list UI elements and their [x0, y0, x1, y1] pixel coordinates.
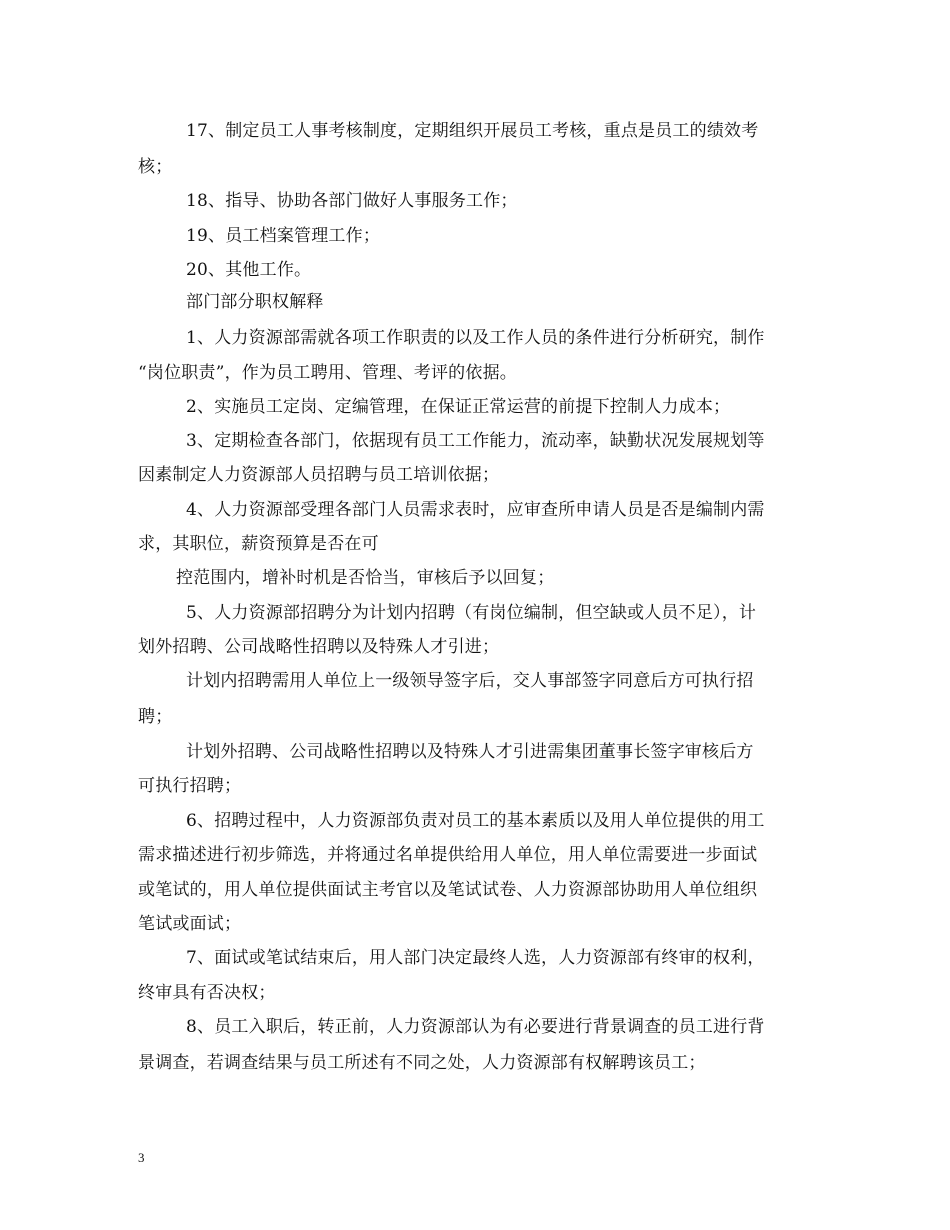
text-line: 1、人力资源部需就各项工作职责的以及工作人员的条件进行分析研究，制作 [186, 328, 765, 348]
text-line: 17、制定员工人事考核制度，定期组织开展员工考核，重点是员工的绩效考 [186, 121, 759, 141]
text-line: 20、其他工作。 [186, 260, 312, 280]
text-line: 终审具有否决权； [138, 983, 276, 1003]
text-line: 聘； [138, 707, 173, 727]
section-heading: 部门部分职权解释 [186, 292, 324, 312]
text-line: 可执行招聘； [138, 776, 242, 796]
text-line: 7、面试或笔试结束后，用人部门决定最终人选，人力资源部有终审的权利， [186, 948, 765, 968]
text-line: 计划内招聘需用人单位上一级领导签字后，交人事部签字同意后方可执行招 [186, 671, 754, 691]
text-line: 或笔试的，用人单位提供面试主考官以及笔试试卷、人力资源部协助用人单位组织 [138, 880, 758, 900]
text-line: 8、员工入职后，转正前，人力资源部认为有必要进行背景调查的员工进行背 [186, 1017, 765, 1037]
text-line: 4、人力资源部受理各部门人员需求表时，应审查所申请人员是否是编制内需 [186, 500, 765, 520]
text-line: 2、实施员工定岗、定编管理，在保证正常运营的前提下控制人力成本； [186, 397, 731, 417]
text-line: 计划外招聘、公司战略性招聘以及特殊人才引进需集团董事长签字审核后方 [186, 742, 754, 762]
text-line: “岗位职责”，作为员工聘用、管理、考评的依据。 [138, 363, 517, 383]
text-line: 因素制定人力资源部人员招聘与员工培训依据； [138, 465, 500, 485]
page-number: 3 [138, 1150, 145, 1165]
text-line: 5、人力资源部招聘分为计划内招聘（有岗位编制，但空缺或人员不足），计 [186, 603, 757, 623]
text-line: 6、招聘过程中，人力资源部负责对员工的基本素质以及用人单位提供的用工 [186, 811, 765, 831]
text-line: 核； [138, 157, 173, 177]
text-line: 笔试或面试； [138, 914, 242, 934]
text-line: 18、指导、协助各部门做好人事服务工作； [186, 191, 518, 211]
text-line: 需求描述进行初步筛选，并将通过名单提供给用人单位，用人单位需要进一步面试 [138, 845, 758, 865]
text-line: 景调查，若调查结果与员工所述有不同之处，人力资源部有权解聘该员工； [138, 1053, 706, 1073]
text-line: 划外招聘、公司战略性招聘以及特殊人才引进； [138, 637, 500, 657]
text-line: 19、员工档案管理工作； [186, 226, 381, 246]
text-line: 3、定期检查各部门，依据现有员工工作能力，流动率，缺勤状况发展规划等 [186, 431, 765, 451]
text-line: 求，其职位，薪资预算是否在可 [138, 534, 379, 554]
text-line: 控范围内，增补时机是否恰当，审核后予以回复； [176, 568, 555, 588]
